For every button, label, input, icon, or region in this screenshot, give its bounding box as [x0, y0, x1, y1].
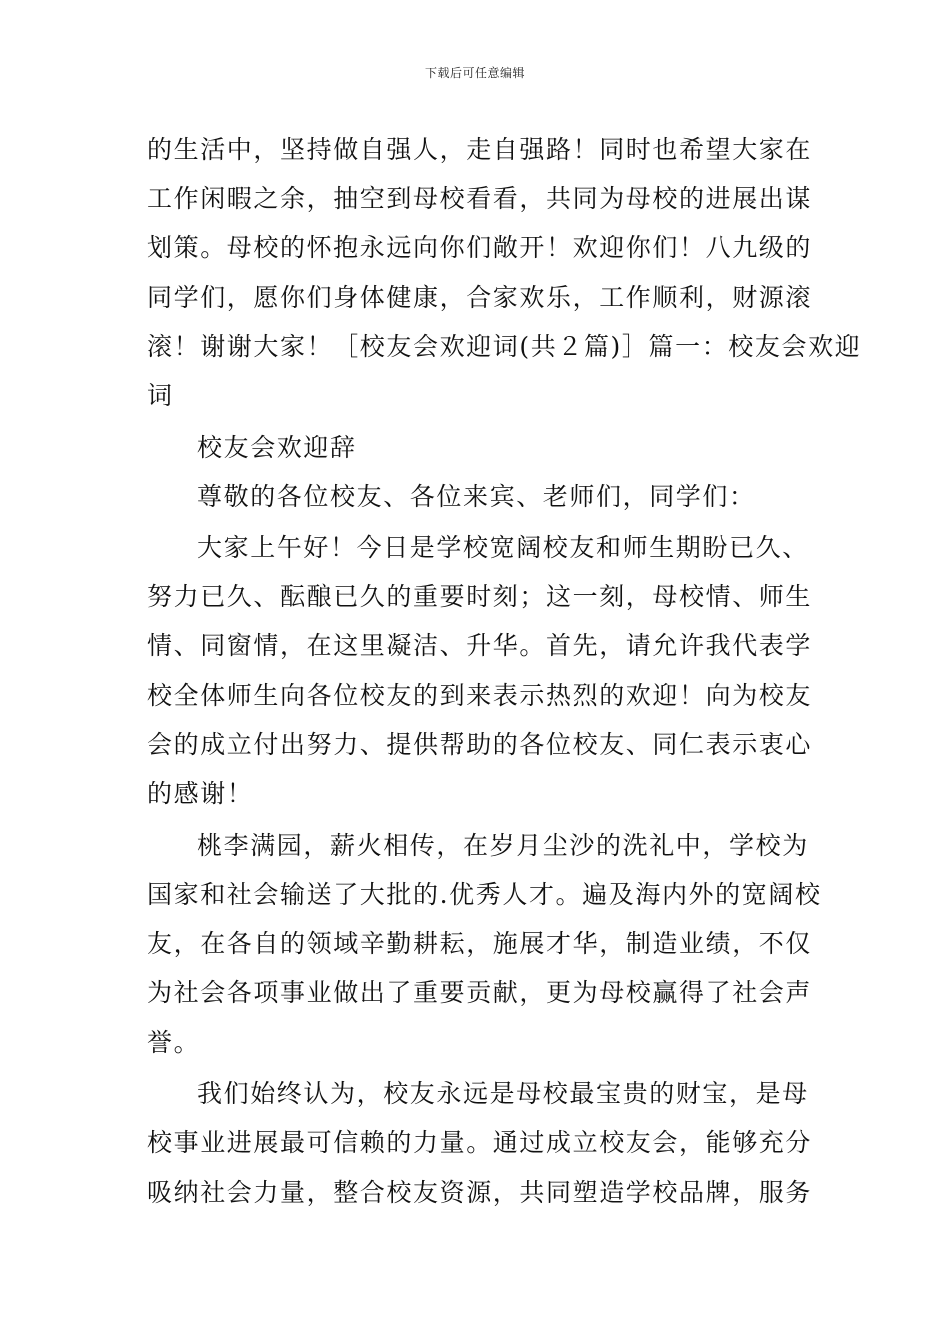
text-line: 工作闲暇之余，抽空到母校看看，共同为母校的进展出谋 [147, 184, 813, 213]
text-line: 会的成立付出努力、提供帮助的各位校友、同仁表示衷心 [147, 730, 813, 759]
text-line: 国家和社会输送了大批的.优秀人才。遍及海内外的宽阔校 [147, 880, 822, 909]
text-line: 誉。 [147, 1028, 201, 1057]
text-line: 努力已久、酝酿已久的重要时刻；这一刻，母校情、师生 [147, 582, 813, 611]
text-line: 的感谢！ [147, 779, 254, 808]
paragraph-start: 桃李满园，薪火相传，在岁月尘沙的洗礼中，学校为 [197, 831, 809, 860]
text-line: 校事业进展最可信赖的力量。通过成立校友会，能够充分 [147, 1128, 813, 1157]
section-heading: 校友会欢迎辞 [197, 433, 357, 462]
salutation: 尊敬的各位校友、各位来宾、老师们，同学们： [197, 482, 756, 511]
text-line: 划策。母校的怀抱永远向你们敞开！欢迎你们！八九级的 [147, 233, 813, 262]
text-line: 为社会各项事业做出了重要贡献，更为母校赢得了社会声 [147, 978, 813, 1007]
text-line: 滚！谢谢大家！［校友会欢迎词(共２篇)］篇一：校友会欢迎 [147, 332, 862, 361]
paragraph-start: 大家上午好！今日是学校宽阔校友和师生期盼已久、 [197, 533, 809, 562]
text-line: 的生活中，坚持做自强人，走自强路！同时也希望大家在 [147, 135, 813, 164]
text-line: 词 [147, 381, 174, 410]
text-line: 校全体师生向各位校友的到来表示热烈的欢迎！向为校友 [147, 681, 813, 710]
page-header: 下载后可任意编辑 [424, 66, 525, 80]
text-line: 同学们，愿你们身体健康，合家欢乐，工作顺利，财源滚 [147, 283, 813, 312]
text-line: 友，在各自的领域辛勤耕耘，施展才华，制造业绩，不仅 [147, 929, 813, 958]
text-line: 情、同窗情，在这里凝洁、升华。首先，请允许我代表学 [147, 631, 813, 660]
paragraph-start: 我们始终认为，校友永远是母校最宝贵的财宝，是母 [197, 1079, 809, 1108]
text-line: 吸纳社会力量，整合校友资源，共同塑造学校品牌，服务 [147, 1178, 813, 1207]
